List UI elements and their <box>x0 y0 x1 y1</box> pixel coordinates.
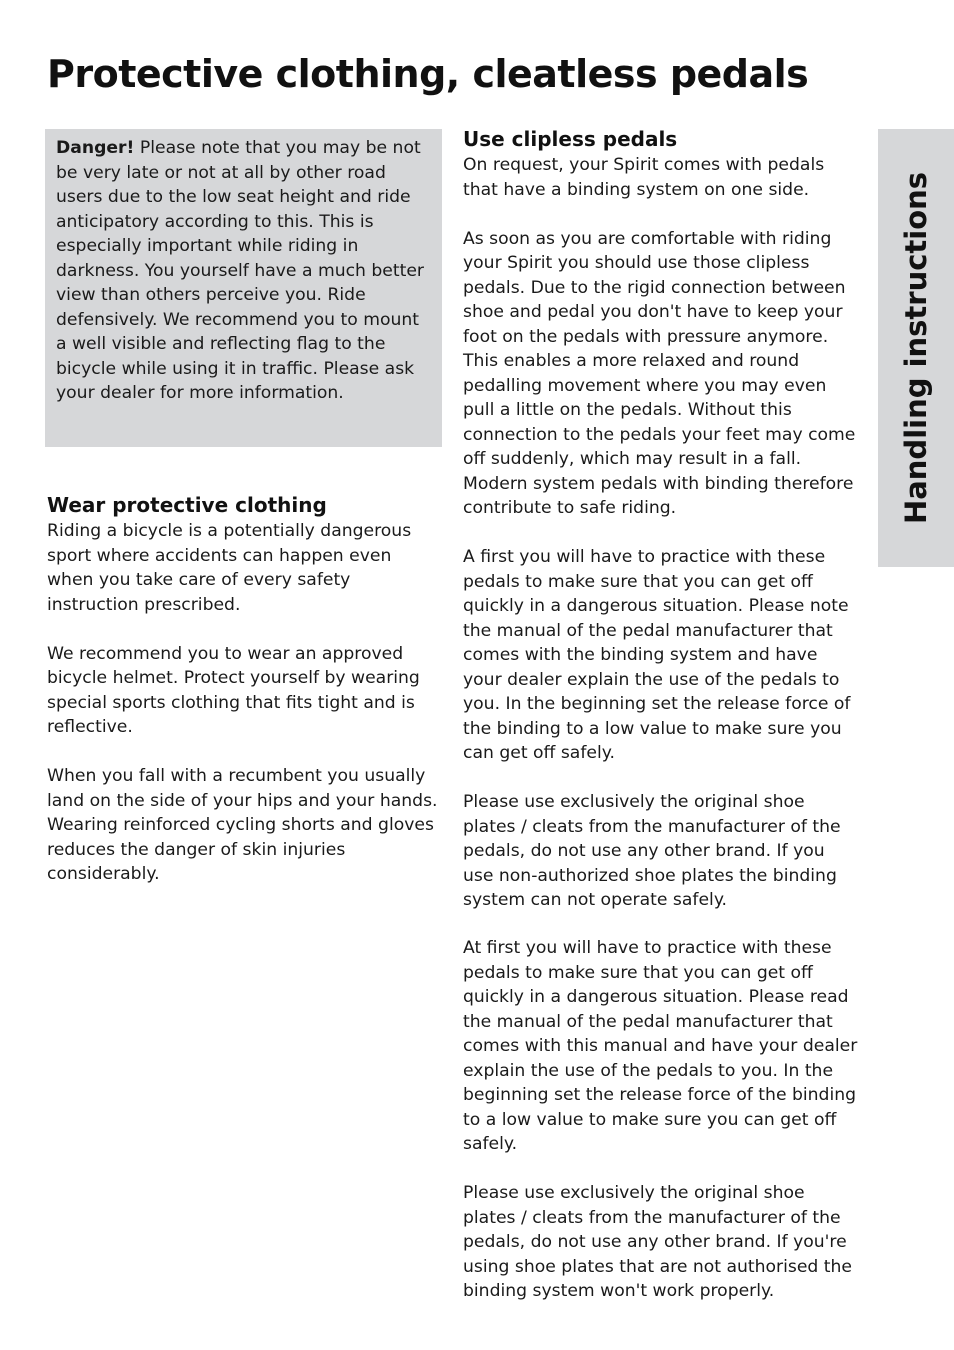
danger-label: Danger! <box>56 138 135 158</box>
clipless-pedals-paragraph: On request, your Spirit comes with pedals that have a binding system on one side. <box>463 155 825 200</box>
danger-notice-box <box>45 129 442 447</box>
danger-body: Please note that you may be not be very late or not at all by other road users due to the low seat height and ride anticipatory according to this. This is especially important while riding in darkness. You yourself have a much better view than others perceive you. Ride defensively. We recommend you to mount a well visible and reflecting flag to the bicycle while using it in traffic. Please ask your dealer for more information. <box>56 138 424 403</box>
section-side-tab <box>878 129 954 567</box>
protective-clothing-heading: Wear protective clothing <box>47 493 327 517</box>
clipless-pedals-paragraph: Please use exclusively the original shoe plates / cleats from the manufacturer of the pedals, do not use any other brand. If you're using shoe plates that are not authorised the binding system won't work properly. <box>463 1183 853 1301</box>
clipless-pedals-paragraph: As soon as you are comfortable with riding your Spirit you should use those clipless pedals. Due to the rigid connection between shoe and pedal you don't have to keep your foot on the pedals with pressure anymore. This enables a more relaxed and round pedalling movement where you may even pull a little on the pedals. Without this connection to the pedals your feet may come off suddenly, which may result in a fall. Modern system pedals with binding therefore contribute to safe riding. <box>463 228 856 518</box>
clipless-pedals-section <box>463 126 859 913</box>
side-tab-label: Handling instructions <box>899 171 933 525</box>
danger-notice-text <box>56 136 430 406</box>
clipless-pedals-paragraph: At first you will have to practice with these pedals to make sure that you can get off quickly in a dangerous situation. Please read the manual of the pedal manufacturer that comes with this manual and have your dealer explain the use of the pedals to you. In the beginning set the release force of the binding to a low value to make sure you can get off safely. <box>463 938 858 1154</box>
page-title: Protective clothing, cleatless pedals <box>47 52 809 96</box>
protective-clothing-paragraph: Riding a bicycle is a potentially dangerous sport where accidents can happen even when you take care of every safety instruction prescribed. <box>47 521 412 615</box>
clipless-pedals-heading: Use clipless pedals <box>463 127 678 151</box>
clipless-pedals-paragraph: Please use exclusively the original shoe plates / cleats from the manufacturer of the pedals, do not use any other brand. If you use non-authorized shoe plates the binding system can not operate safely. <box>463 792 841 910</box>
protective-clothing-paragraph: We recommend you to wear an approved bicycle helmet. Protect yourself by wearing special sports clothing that fits tight and is reflective. <box>47 643 420 737</box>
protective-clothing-section <box>47 492 442 887</box>
clipless-pedals-paragraph: A first you will have to practice with these pedals to make sure that you can get off quickly in a dangerous situation. Please note the manual of the pedal manufacturer that comes with the binding system and have your dealer explain the use of the pedals to you. In the beginning set the release force of the binding to a low value to make sure you can get off safely. <box>463 547 851 763</box>
protective-clothing-paragraph: When you fall with a recumbent you usually land on the side of your hips and your hands. Wearing reinforced cycling shorts and gloves reduces the danger of skin injuries considerably. <box>47 766 438 884</box>
clipless-pedals-section-continued <box>463 936 859 1304</box>
